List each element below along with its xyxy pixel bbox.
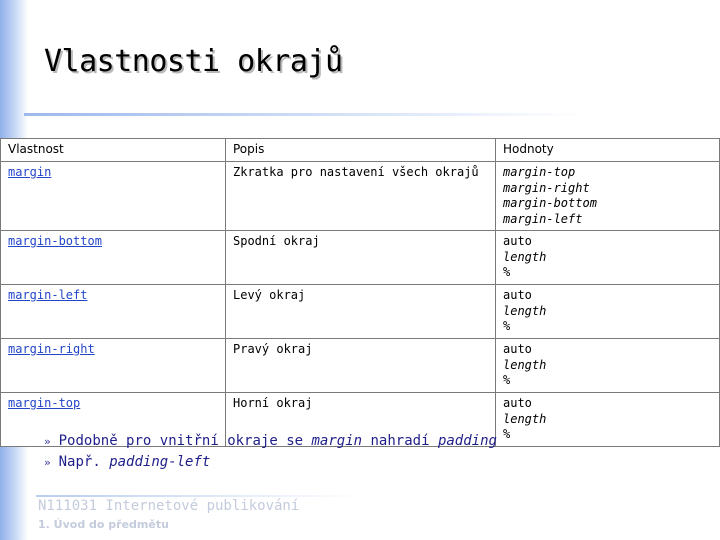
property-values xyxy=(496,162,720,231)
title-underline xyxy=(24,113,584,116)
value-item: margin-bottom xyxy=(503,196,597,210)
value-item: length xyxy=(503,357,547,372)
property-values xyxy=(496,231,720,285)
header-hodnoty: Hodnoty xyxy=(496,139,720,162)
property-link[interactable]: margin-right xyxy=(1,339,226,393)
margin-properties-table xyxy=(0,138,720,447)
table-row xyxy=(1,339,720,393)
property-description: Levý okraj xyxy=(226,285,496,339)
value-item: auto xyxy=(503,288,532,302)
header-popis: Popis xyxy=(226,139,496,162)
bullet-item xyxy=(44,452,497,473)
property-description: Spodní okraj xyxy=(226,231,496,285)
property-link[interactable]: margin-top xyxy=(1,393,226,447)
table-row xyxy=(1,285,720,339)
table-row xyxy=(1,231,720,285)
footer-divider xyxy=(36,495,366,497)
value-item: % xyxy=(503,319,511,333)
bullet-text: Např. xyxy=(58,454,110,470)
property-description: Pravý okraj xyxy=(226,339,496,393)
value-item: auto xyxy=(503,396,532,410)
table-row xyxy=(1,162,720,231)
bullet-emphasis: margin xyxy=(311,433,363,449)
value-item: auto xyxy=(503,234,532,248)
property-link[interactable]: margin xyxy=(1,162,226,231)
property-description: Zkratka pro nastavení všech okrajů xyxy=(226,162,496,231)
property-description: Horní okraj xyxy=(226,393,496,447)
value-item: length xyxy=(503,411,547,426)
value-item: % xyxy=(503,427,511,441)
property-values xyxy=(496,285,720,339)
value-item: margin-top xyxy=(503,165,576,179)
table-header-row xyxy=(1,139,720,162)
bullet-emphasis: padding xyxy=(437,433,497,449)
value-item: % xyxy=(503,265,511,279)
value-item: length xyxy=(503,249,547,264)
bullet-text: Podobně pro vnitřní okraje se xyxy=(58,433,312,449)
value-item: % xyxy=(503,373,511,387)
footer-lecture-title: 1. Úvod do předmětu xyxy=(38,518,169,531)
footer-course-title: N111031 Internetové publikování xyxy=(38,498,300,514)
value-item: auto xyxy=(503,342,532,356)
property-link[interactable]: margin-bottom xyxy=(1,231,226,285)
bullet-list xyxy=(44,431,497,473)
bullet-marker: » xyxy=(44,435,51,448)
header-vlastnost: Vlastnost xyxy=(1,139,226,162)
property-link[interactable]: margin-left xyxy=(1,285,226,339)
bullet-marker: » xyxy=(44,456,51,469)
bullet-text: nahradí xyxy=(362,433,438,449)
bullet-item xyxy=(44,431,497,452)
property-values xyxy=(496,393,720,447)
value-item: margin-right xyxy=(503,180,590,195)
property-values xyxy=(496,339,720,393)
slide-title: Vlastnosti okrajů xyxy=(44,44,343,79)
bullet-emphasis: padding-left xyxy=(109,454,211,470)
value-item: length xyxy=(503,303,547,318)
value-item: margin-left xyxy=(503,211,583,226)
